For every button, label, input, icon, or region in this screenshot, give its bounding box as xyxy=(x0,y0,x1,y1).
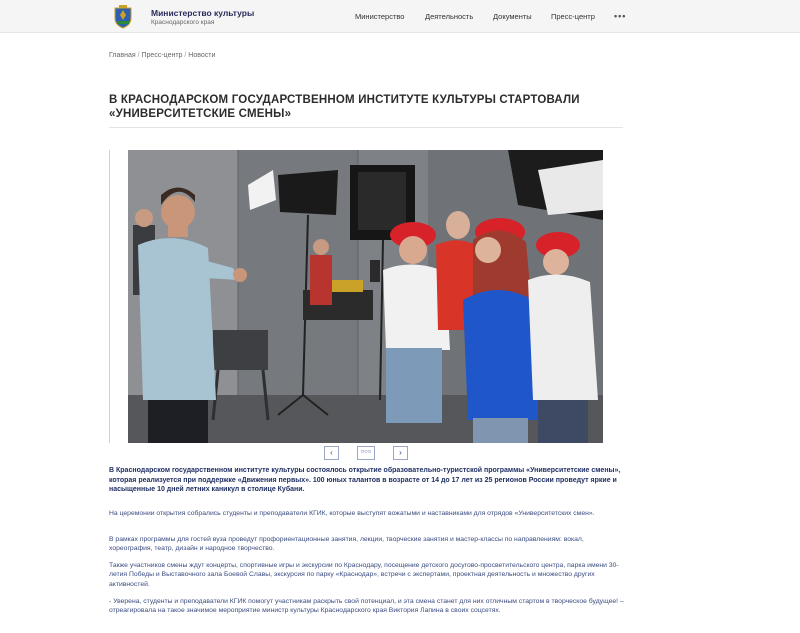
site-header xyxy=(0,0,800,33)
article-title: В КРАСНОДАРСКОМ ГОСУДАРСТВЕННОМ ИНСТИТУТЕ КУЛЬТУРЫ СТАРТОВАЛИ «УНИВЕРСИТЕТСКИЕ СМЕНЫ» xyxy=(109,94,580,120)
breadcrumb-press-center[interactable]: Пресс-центр xyxy=(141,52,183,59)
breadcrumb xyxy=(109,52,215,59)
coat-of-arms-icon[interactable] xyxy=(113,5,133,29)
article-paragraph: - Уверена, студенты и преподаватели КГИК помогут участникам раскрыть свой потенциал, и эта смена станет для них отличным стартом в творческое будущее! – отреагировала на такое значимое мероприятие министр культуры Краснодарского края Виктория Лапина в своих соцсетях. xyxy=(109,598,624,615)
slider-next-button[interactable]: › xyxy=(393,446,408,460)
article-photo xyxy=(128,150,603,443)
breadcrumb-separator: / xyxy=(135,52,142,59)
article-paragraph: В рамках программы для гостей вуза проведут профориентационные занятия, лекции, творческие занятия и мастер-классы по направлениям: вокал, хореография, театр, дизайн и народное творчество. xyxy=(109,536,584,553)
article-paragraph: Также участников смены ждут концерты, спортивные игры и экскурсии по Краснодару, посещение детского досугово-просветительского центра, парка имени 30-летия Победы и Выставочного зала Боевой Славы, экскурсия по парку «Краснодар», встречи с экспертами, проектная деятельность и множество других активностей. xyxy=(109,562,619,588)
slider-prev-button[interactable]: ‹ xyxy=(324,446,339,460)
nav-item-press-center[interactable]: Пресс-центр xyxy=(551,12,595,21)
breadcrumb-news[interactable]: Новости xyxy=(188,52,216,59)
slider-pagination-dots[interactable]: ○○○ xyxy=(357,446,375,460)
more-menu-icon[interactable]: ••• xyxy=(614,11,627,21)
gallery-divider xyxy=(109,150,110,443)
brand-title[interactable]: Министерство культуры xyxy=(151,8,255,18)
article-paragraph: На церемонии открытия собрались студенты и преподаватели КГИК, которые выступят вожатыми и наставниками для отрядов «Университетских смен». xyxy=(109,510,595,517)
breadcrumb-home[interactable]: Главная xyxy=(109,52,136,59)
brand-subtitle: Краснодарского края xyxy=(151,19,215,26)
article-lead: В Краснодарском государственном институте культуры состоялось открытие образовательно-туристской программы «Университетские смены», которая реализуется при поддержке «Движения первых». 100 юных талантов в возрасте от 14 до 17 лет из 25 регионов России проведут яркие и насыщенные 10 дней летних каникул в столице Кубани. xyxy=(109,467,621,494)
title-divider xyxy=(109,127,623,128)
nav-item-ministry[interactable]: Министерство xyxy=(355,12,405,21)
nav-item-documents[interactable]: Документы xyxy=(493,12,532,21)
nav-item-activity[interactable]: Деятельность xyxy=(425,12,474,21)
breadcrumb-separator: / xyxy=(182,52,189,59)
